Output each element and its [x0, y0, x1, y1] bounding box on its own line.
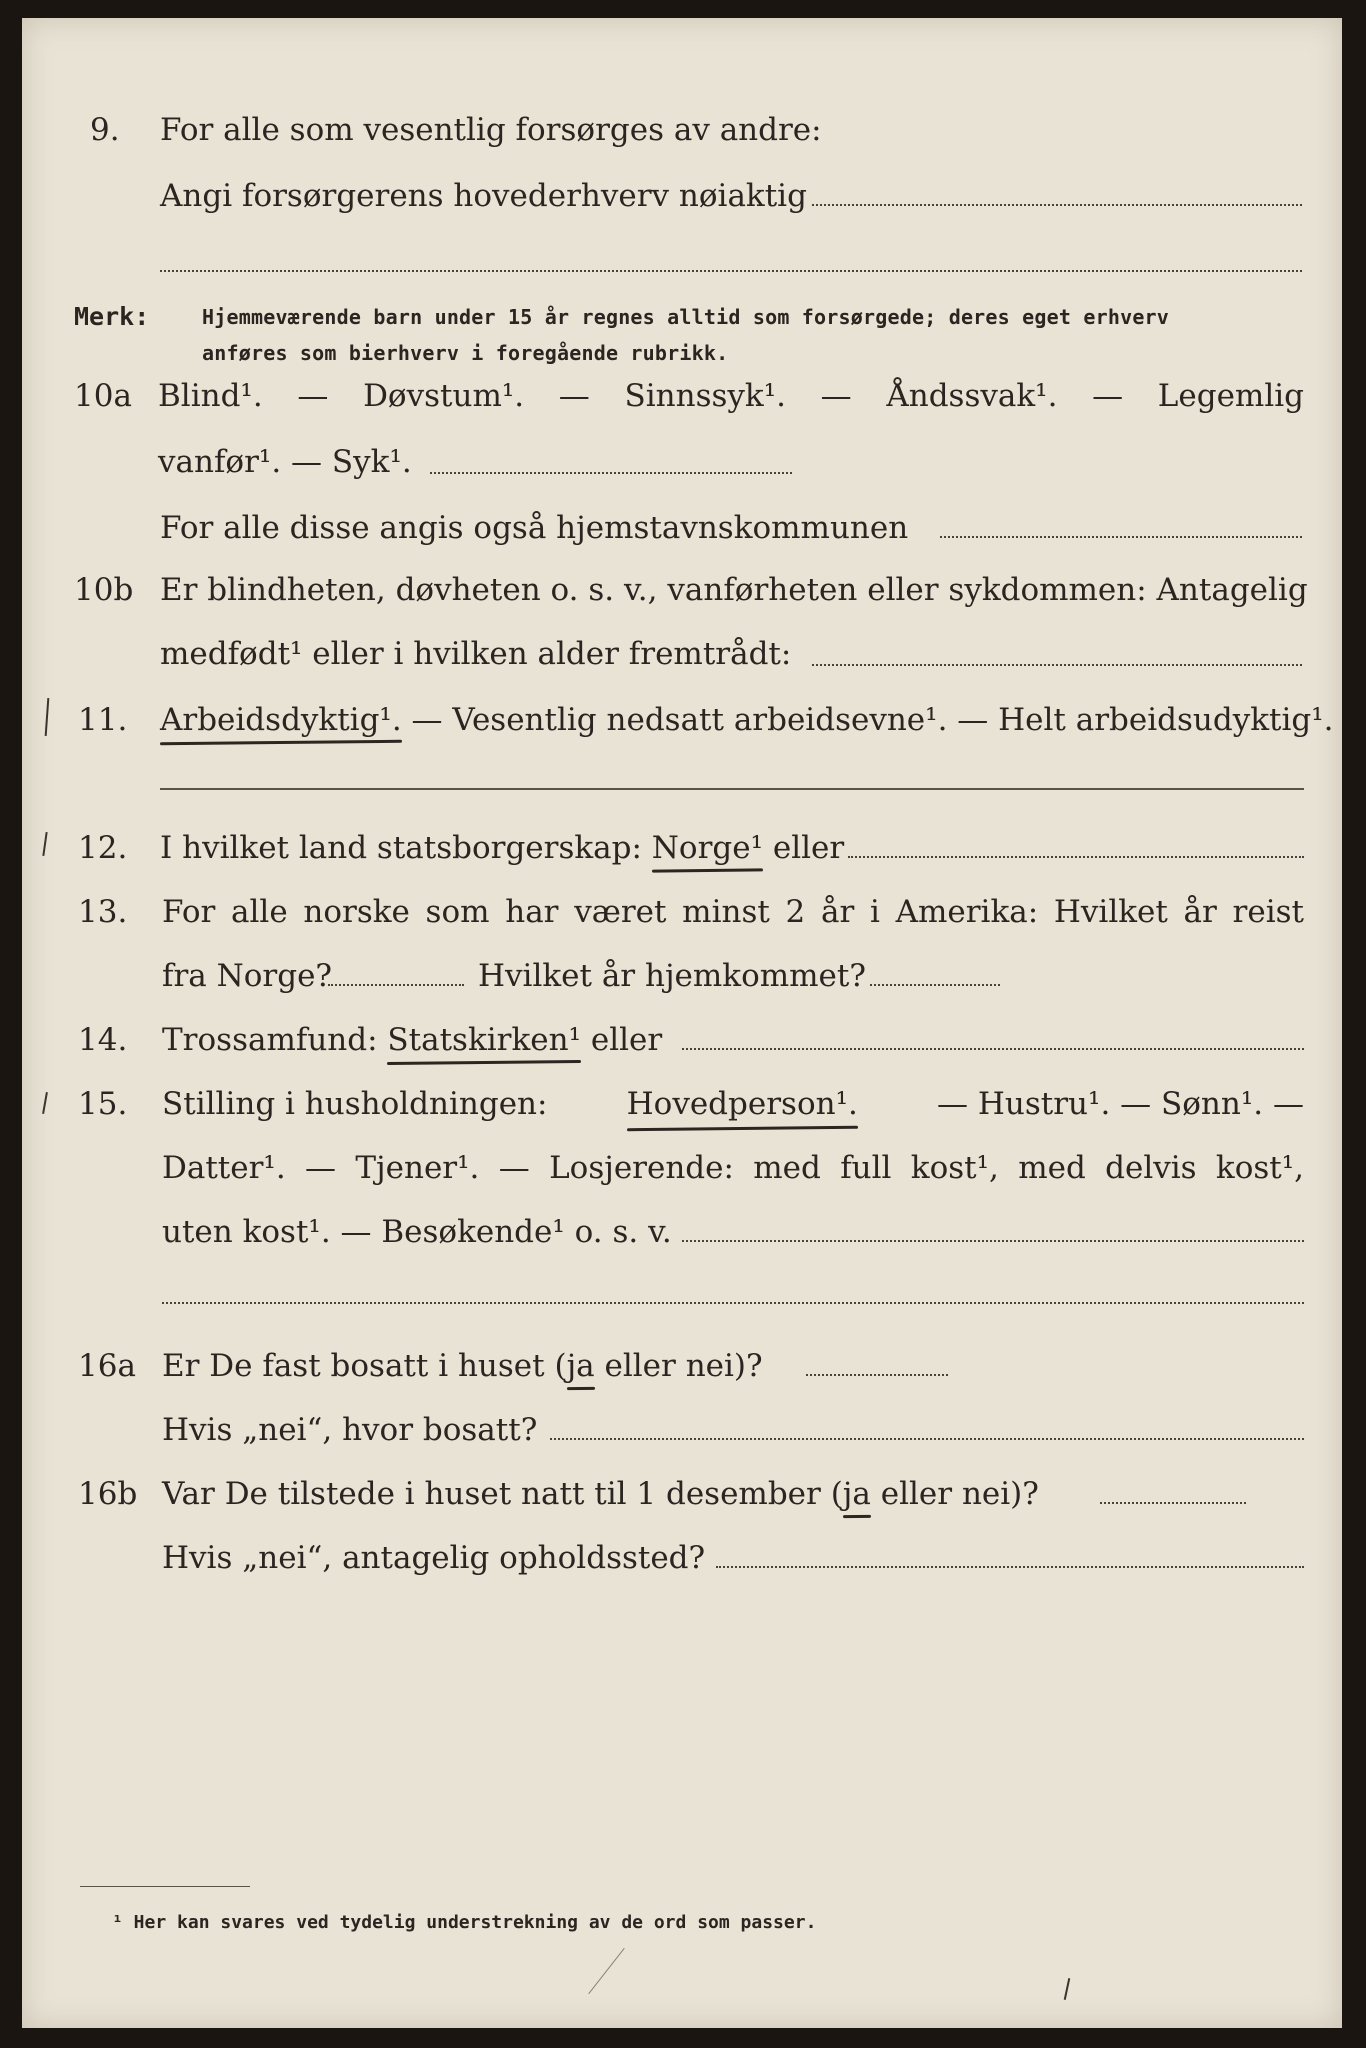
- q16b-line2: Hvis „nei“, antagelig opholdssted?: [162, 1540, 706, 1576]
- pencil-stroke: [588, 1948, 624, 1994]
- q16a-rest: eller nei)?: [594, 1348, 763, 1384]
- q15-underlined-choice: Hovedperson¹.: [626, 1086, 858, 1122]
- q15-options: — Hustru¹. — Sønn¹. —: [937, 1086, 1304, 1122]
- q16a-line2: Hvis „nei“, hvor bosatt?: [162, 1412, 538, 1448]
- q10a-sick-field[interactable]: [430, 472, 792, 474]
- q12-number: 12.: [78, 830, 128, 866]
- census-form-page: [22, 18, 1342, 2028]
- q16a-residence-field[interactable]: [550, 1438, 1304, 1440]
- q9-line1: For alle som vesentlig forsørges av andre:: [160, 112, 822, 148]
- q10b-line2: medfødt¹ eller i hvilken alder fremtrådt:: [160, 636, 792, 672]
- q14-denomination-field[interactable]: [682, 1048, 1304, 1050]
- q10a-line3: For alle disse angis også hjemstavnskommunen: [160, 510, 909, 546]
- q11-underlined-choice: Arbeidsdyktig¹.: [160, 702, 402, 738]
- q13-line2a: fra Norge?: [162, 958, 333, 994]
- footnote-rule: [80, 1886, 250, 1887]
- q14-number: 14.: [78, 1022, 128, 1058]
- q16a-number: 16a: [78, 1348, 136, 1384]
- q16a-underlined-choice: ja: [566, 1348, 595, 1384]
- q16a-answer-field[interactable]: [806, 1374, 948, 1376]
- q13-return-year-field[interactable]: [870, 984, 1000, 986]
- q12-underlined-choice: Norge¹: [651, 830, 764, 866]
- merk-label: Merk:: [74, 302, 150, 331]
- q11-line: [160, 700, 1334, 740]
- q16b-rest: eller nei)?: [870, 1476, 1039, 1512]
- q10b-age-field[interactable]: [812, 664, 1302, 666]
- q9-extra-field[interactable]: [160, 270, 1302, 272]
- q10b-number: 10b: [74, 572, 134, 608]
- q15-number: 15.: [78, 1086, 128, 1122]
- q10b-line1: Er blindheten, døvheten o. s. v., vanførheten eller sykdommen: Antagelig: [160, 572, 1308, 608]
- q16b-line1: [162, 1474, 1039, 1514]
- q16b-prompt: Var De tilstede i huset natt til 1 desember (: [162, 1476, 843, 1512]
- footnote: ¹ Her kan svares ved tydelig understrekning av de ord som passer.: [112, 1912, 817, 1933]
- q10a-line2: vanfør¹. — Syk¹.: [158, 444, 412, 480]
- q16a-line1: [162, 1346, 763, 1386]
- q16b-underlined-choice: ja: [842, 1476, 871, 1512]
- q14-prompt: Trossamfund:: [162, 1022, 388, 1058]
- q15-line2: Datter¹. — Tjener¹. — Losjerende: med full kost¹, med delvis kost¹,: [162, 1150, 1304, 1186]
- q13-line2b: Hvilket år hjemkommet?: [478, 958, 866, 994]
- q9-number: 9.: [90, 112, 120, 148]
- q14-or: eller: [581, 1022, 663, 1058]
- q15-extra-field[interactable]: [162, 1302, 1304, 1304]
- q16a-prompt: Er De fast bosatt i huset (: [162, 1348, 567, 1384]
- q12-line: [160, 828, 844, 868]
- q12-or: eller: [763, 830, 845, 866]
- pencil-check-mark: [45, 698, 50, 736]
- q11-separator: [160, 788, 1304, 790]
- q12-country-field[interactable]: [848, 856, 1304, 858]
- q10a-number: 10a: [74, 378, 132, 414]
- pencil-check-mark: [42, 1092, 48, 1114]
- q10a-municipality-field[interactable]: [940, 536, 1302, 538]
- pencil-check-mark: [42, 832, 47, 856]
- q15-other-field[interactable]: [682, 1240, 1304, 1242]
- q16b-number: 16b: [78, 1476, 138, 1512]
- q15-line1: [162, 1084, 1304, 1124]
- q15-prompt: Stilling i husholdningen:: [162, 1086, 548, 1122]
- pencil-stroke: [1064, 1978, 1071, 2000]
- q16b-location-field[interactable]: [716, 1566, 1304, 1568]
- q15-line3: uten kost¹. — Besøkende¹ o. s. v.: [162, 1214, 672, 1250]
- q11-number: 11.: [78, 702, 128, 738]
- q12-prompt: I hvilket land statsborgerskap:: [160, 830, 652, 866]
- q11-rest: — Vesentlig nedsatt arbeidsevne¹. — Helt arbeidsudyktig¹.: [401, 702, 1334, 738]
- q9-answer-field[interactable]: [812, 204, 1302, 206]
- q13-number: 13.: [78, 894, 128, 930]
- q10a-line1: Blind¹. — Døvstum¹. — Sinnssyk¹. — Åndssvak¹. — Legemlig: [158, 378, 1304, 414]
- q16b-answer-field[interactable]: [1100, 1502, 1246, 1504]
- q9-line2: Angi forsørgerens hovederhverv nøiaktig: [160, 178, 807, 214]
- q14-underlined-choice: Statskirken¹: [387, 1022, 581, 1058]
- q14-line: [162, 1020, 662, 1060]
- merk-line2: anføres som bierhverv i foregående rubrikk.: [202, 341, 729, 365]
- q13-departure-year-field[interactable]: [328, 984, 464, 986]
- merk-line1: Hjemmeværende barn under 15 år regnes alltid som forsørgede; deres eget erhverv: [202, 305, 1170, 329]
- q13-line1: For alle norske som har været minst 2 år i Amerika: Hvilket år reist: [162, 894, 1304, 930]
